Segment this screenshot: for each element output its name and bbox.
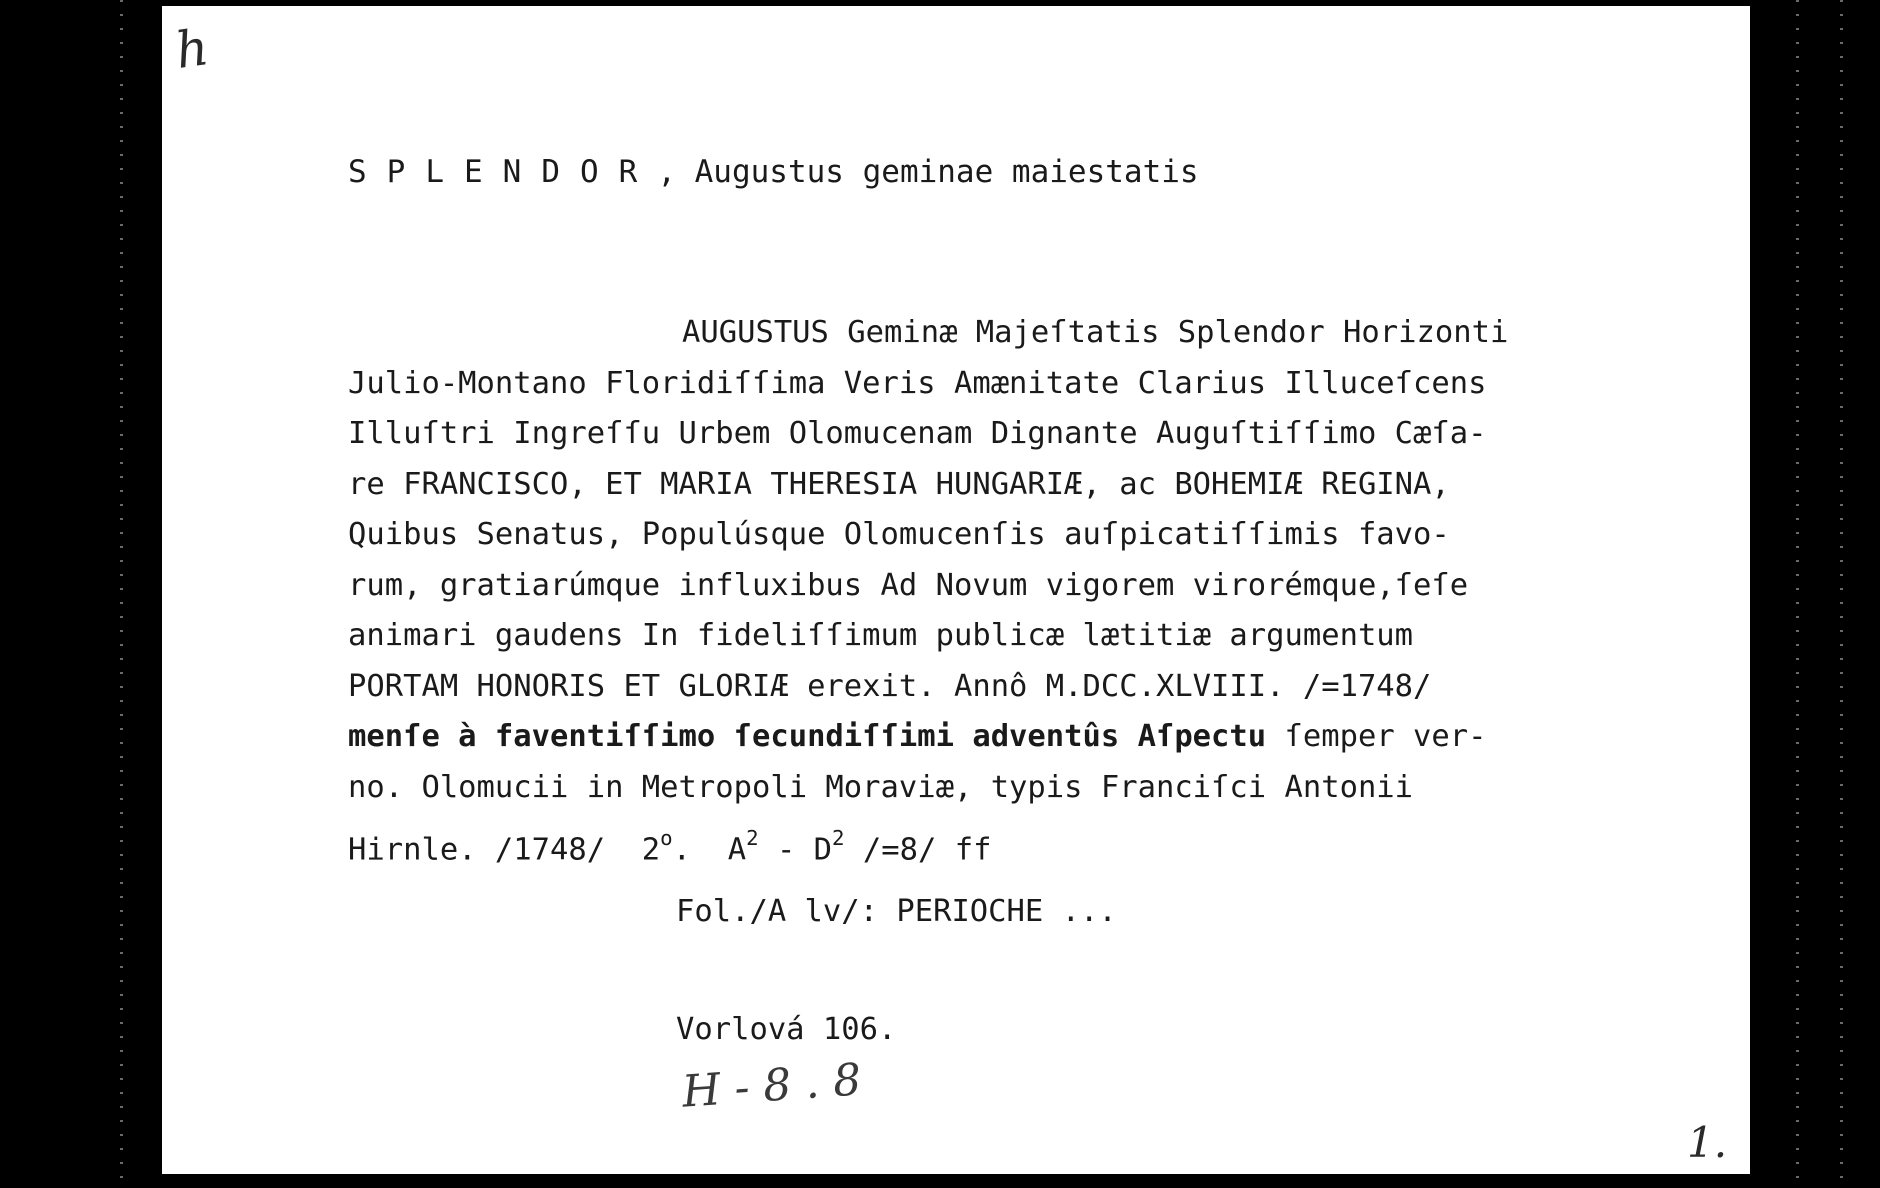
body-line-3: Illuſtri Ingreſſu Urbem Olomucenam Dignante Auguſtiſſimo Cæſa- bbox=[348, 416, 1487, 451]
imprint-a: Hirnle. /1748/ 2 bbox=[348, 832, 661, 868]
imprint-c: - D bbox=[758, 832, 833, 868]
bibliographic-reference: Vorlová 106. bbox=[676, 1012, 897, 1047]
body-line-2: Julio-Montano Floridiſſima Veris Amænitate Clarius Illuceſcens bbox=[348, 365, 1487, 401]
body-line-1: AUGUSTUS Geminæ Majeſtatis Splendor Horizonti bbox=[682, 315, 1509, 350]
folio-note: Fol./A lv/: PERIOCHE ... bbox=[676, 894, 1117, 929]
body-line-4: re FRANCISCO, ET MARIA THERESIA HUNGARIÆ, ac BOHEMIÆ REGINA, bbox=[348, 466, 1450, 502]
scan-edge-right-1 bbox=[1796, 0, 1799, 1188]
body-line-6: rum, gratiarúmque influxibus Ad Novum vigorem virorémque,ſeſe bbox=[348, 567, 1469, 603]
scan-edge-right-2 bbox=[1840, 0, 1843, 1188]
handwritten-mark-top: h bbox=[172, 18, 213, 80]
heading-title: , Augustus geminae maiestatis bbox=[657, 154, 1199, 190]
handwritten-page-number: 1. bbox=[1687, 1118, 1728, 1167]
scan-edge-left bbox=[120, 0, 123, 1188]
imprint-a-sup: o bbox=[660, 826, 673, 850]
body-line-10: no. Olomucii in Metropoli Moraviæ, typis Franciſci Antonii bbox=[348, 769, 1414, 805]
title-transcription bbox=[348, 308, 1738, 868]
body-line-9-bold: menſe à faventiſſimo ſecundiſſimi adventûs Aſpectu bbox=[348, 719, 1267, 754]
body-line-11 bbox=[348, 813, 1738, 868]
imprint-b: . A bbox=[672, 832, 747, 868]
imprint-b-sup: 2 bbox=[746, 826, 759, 850]
imprint-d: /=8/ ff bbox=[844, 832, 992, 868]
imprint-c-sup: 2 bbox=[832, 826, 845, 850]
heading-keyword: SPLENDOR bbox=[348, 154, 658, 190]
body-line-5: Quibus Senatus, Populúsque Olomucenſis auſpicatiſſimis favo- bbox=[348, 517, 1450, 552]
catalog-card bbox=[162, 6, 1750, 1174]
handwritten-call-number: H-8.8 bbox=[680, 1053, 877, 1118]
card-heading bbox=[348, 154, 1199, 190]
body-line-9 bbox=[348, 712, 1738, 763]
body-line-8: PORTAM HONORIS ET GLORIÆ erexit. Annô M.DCC.XLVIII. /=1748/ bbox=[348, 668, 1432, 704]
body-line-7: animari gaudens In fideliſſimum publicæ lætitiæ argumentum bbox=[348, 618, 1414, 653]
body-line-9-tail: ſemper ver- bbox=[1266, 719, 1487, 754]
